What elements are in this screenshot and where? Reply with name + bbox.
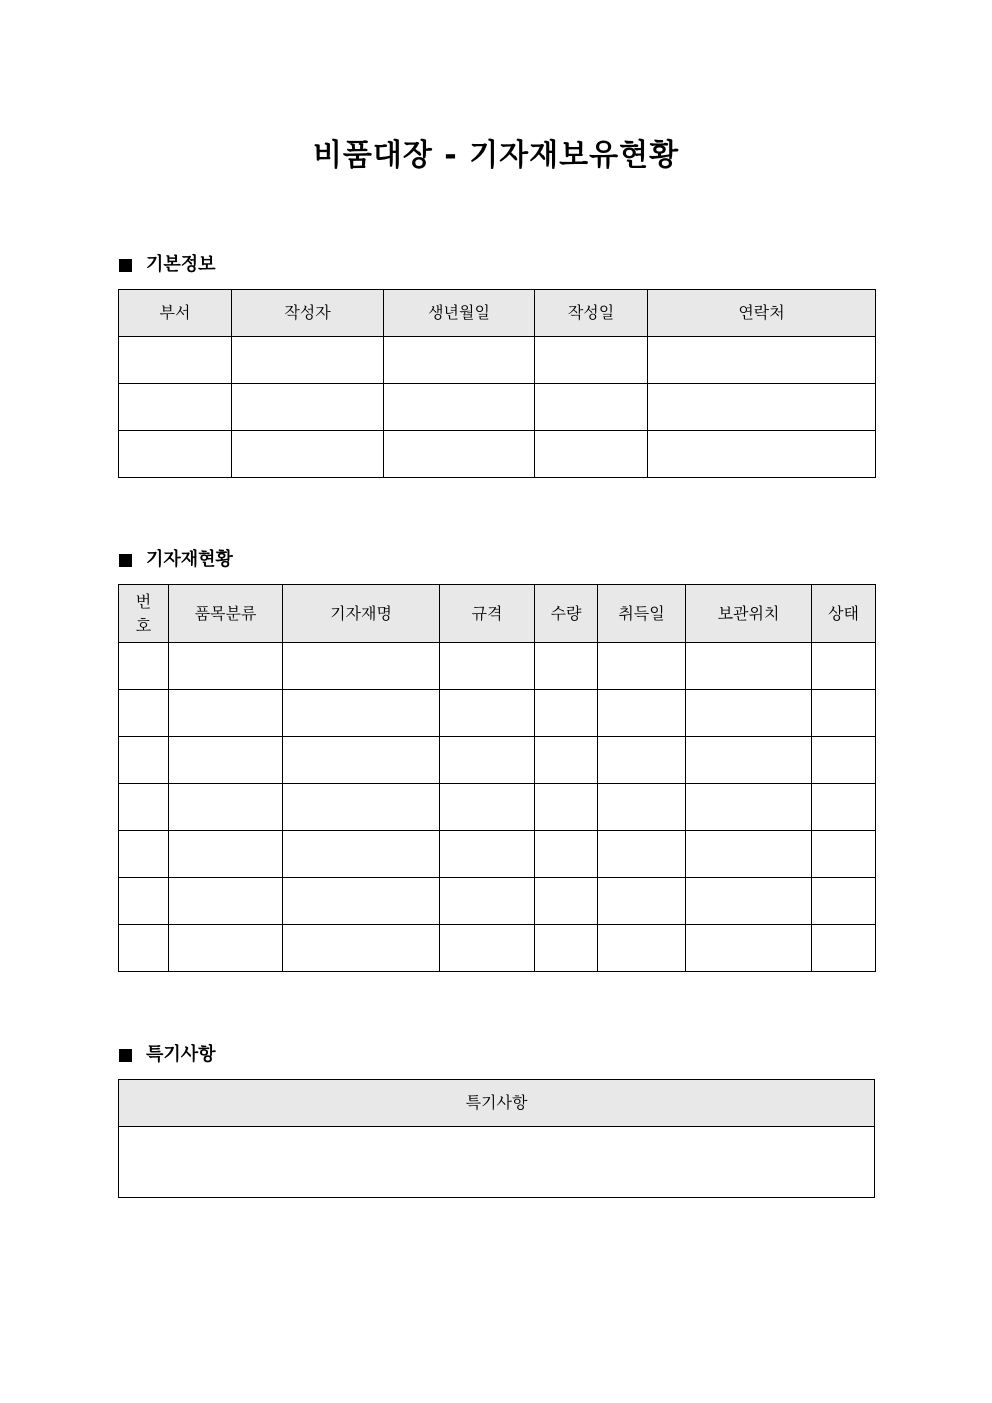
square-bullet-icon — [119, 554, 132, 567]
table-cell[interactable] — [598, 643, 686, 690]
table-cell[interactable] — [812, 878, 876, 925]
column-header-number-line1: 번 — [135, 591, 152, 611]
column-header-storage-location: 보관위치 — [686, 585, 812, 643]
table-cell[interactable] — [535, 737, 598, 784]
table-cell[interactable] — [535, 690, 598, 737]
column-header-spec: 규격 — [440, 585, 535, 643]
table-cell[interactable] — [686, 878, 812, 925]
column-header-status: 상태 — [812, 585, 876, 643]
section-heading-equipment — [119, 548, 233, 572]
section-heading-notes — [119, 1043, 216, 1067]
table-row — [119, 384, 876, 431]
table-cell[interactable] — [283, 831, 440, 878]
table-cell[interactable] — [648, 384, 876, 431]
table-cell[interactable] — [535, 431, 648, 478]
table-cell[interactable] — [440, 690, 535, 737]
table-cell[interactable] — [119, 925, 169, 972]
table-cell[interactable] — [686, 643, 812, 690]
page-title: 비품대장 - 기자재보유현황 — [312, 138, 680, 173]
table-cell[interactable] — [440, 878, 535, 925]
table-cell[interactable] — [812, 643, 876, 690]
column-header-quantity: 수량 — [535, 585, 598, 643]
table-cell[interactable] — [232, 431, 384, 478]
basic-info-table — [118, 289, 876, 478]
table-cell[interactable] — [440, 784, 535, 831]
table-cell[interactable] — [283, 925, 440, 972]
section-heading-label: 기본정보 — [146, 254, 216, 275]
table-cell[interactable] — [598, 878, 686, 925]
column-header-category: 품목분류 — [169, 585, 283, 643]
table-row — [119, 1127, 875, 1198]
table-cell[interactable] — [119, 831, 169, 878]
table-cell[interactable] — [119, 643, 169, 690]
table-cell[interactable] — [535, 925, 598, 972]
square-bullet-icon — [119, 1049, 132, 1062]
table-cell[interactable] — [686, 925, 812, 972]
table-row — [119, 643, 876, 690]
square-bullet-icon — [119, 259, 132, 272]
notes-content-cell[interactable] — [119, 1127, 875, 1198]
table-cell[interactable] — [384, 337, 535, 384]
table-cell[interactable] — [440, 925, 535, 972]
table-cell[interactable] — [535, 643, 598, 690]
table-cell[interactable] — [440, 831, 535, 878]
table-cell[interactable] — [283, 737, 440, 784]
table-cell[interactable] — [169, 925, 283, 972]
table-cell[interactable] — [686, 831, 812, 878]
table-cell[interactable] — [686, 690, 812, 737]
table-cell[interactable] — [598, 784, 686, 831]
table-header-row — [119, 290, 876, 337]
table-cell[interactable] — [384, 384, 535, 431]
table-cell[interactable] — [169, 690, 283, 737]
table-cell[interactable] — [119, 431, 232, 478]
table-cell[interactable] — [812, 925, 876, 972]
table-cell[interactable] — [648, 431, 876, 478]
table-cell[interactable] — [598, 925, 686, 972]
table-cell[interactable] — [535, 784, 598, 831]
table-cell[interactable] — [119, 337, 232, 384]
table-cell[interactable] — [283, 878, 440, 925]
table-row — [119, 690, 876, 737]
table-header-row — [119, 585, 876, 643]
table-cell[interactable] — [598, 690, 686, 737]
table-cell[interactable] — [169, 784, 283, 831]
table-header-row — [119, 1080, 875, 1127]
table-row — [119, 431, 876, 478]
table-cell[interactable] — [686, 737, 812, 784]
table-cell[interactable] — [812, 784, 876, 831]
table-row — [119, 878, 876, 925]
table-cell[interactable] — [119, 878, 169, 925]
column-header-number-line2: 호 — [135, 615, 152, 635]
column-header-equipment-name: 기자재명 — [283, 585, 440, 643]
table-cell[interactable] — [283, 690, 440, 737]
table-cell[interactable] — [119, 737, 169, 784]
table-cell[interactable] — [119, 784, 169, 831]
table-cell[interactable] — [535, 337, 648, 384]
table-cell[interactable] — [812, 690, 876, 737]
table-row — [119, 831, 876, 878]
table-cell[interactable] — [169, 878, 283, 925]
table-cell[interactable] — [535, 384, 648, 431]
table-cell[interactable] — [535, 831, 598, 878]
table-cell[interactable] — [598, 737, 686, 784]
table-cell[interactable] — [686, 784, 812, 831]
column-header-number — [119, 585, 169, 643]
table-cell[interactable] — [440, 737, 535, 784]
table-cell[interactable] — [119, 690, 169, 737]
table-cell[interactable] — [384, 431, 535, 478]
table-cell[interactable] — [812, 831, 876, 878]
table-cell[interactable] — [598, 831, 686, 878]
table-row — [119, 925, 876, 972]
column-header-department: 부서 — [119, 290, 232, 337]
column-header-written-date: 작성일 — [535, 290, 648, 337]
notes-table — [118, 1079, 875, 1198]
table-cell[interactable] — [232, 384, 384, 431]
column-header-notes: 특기사항 — [119, 1080, 875, 1127]
section-heading-label: 기자재현황 — [146, 549, 233, 570]
table-cell[interactable] — [232, 337, 384, 384]
table-cell[interactable] — [169, 643, 283, 690]
table-row — [119, 337, 876, 384]
column-header-contact: 연락처 — [648, 290, 876, 337]
table-row — [119, 737, 876, 784]
table-cell[interactable] — [440, 643, 535, 690]
equipment-table-body — [119, 643, 876, 972]
equipment-table — [118, 584, 876, 972]
table-cell[interactable] — [119, 384, 232, 431]
section-heading-basic-info — [119, 253, 216, 277]
table-cell[interactable] — [283, 643, 440, 690]
table-row — [119, 784, 876, 831]
column-header-acquired-date: 취득일 — [598, 585, 686, 643]
column-header-birthdate: 생년월일 — [384, 290, 535, 337]
table-cell[interactable] — [535, 878, 598, 925]
column-header-author: 작성자 — [232, 290, 384, 337]
section-heading-label: 특기사항 — [146, 1044, 216, 1065]
table-cell[interactable] — [648, 337, 876, 384]
table-cell[interactable] — [169, 737, 283, 784]
table-cell[interactable] — [283, 784, 440, 831]
table-cell[interactable] — [812, 737, 876, 784]
table-cell[interactable] — [169, 831, 283, 878]
